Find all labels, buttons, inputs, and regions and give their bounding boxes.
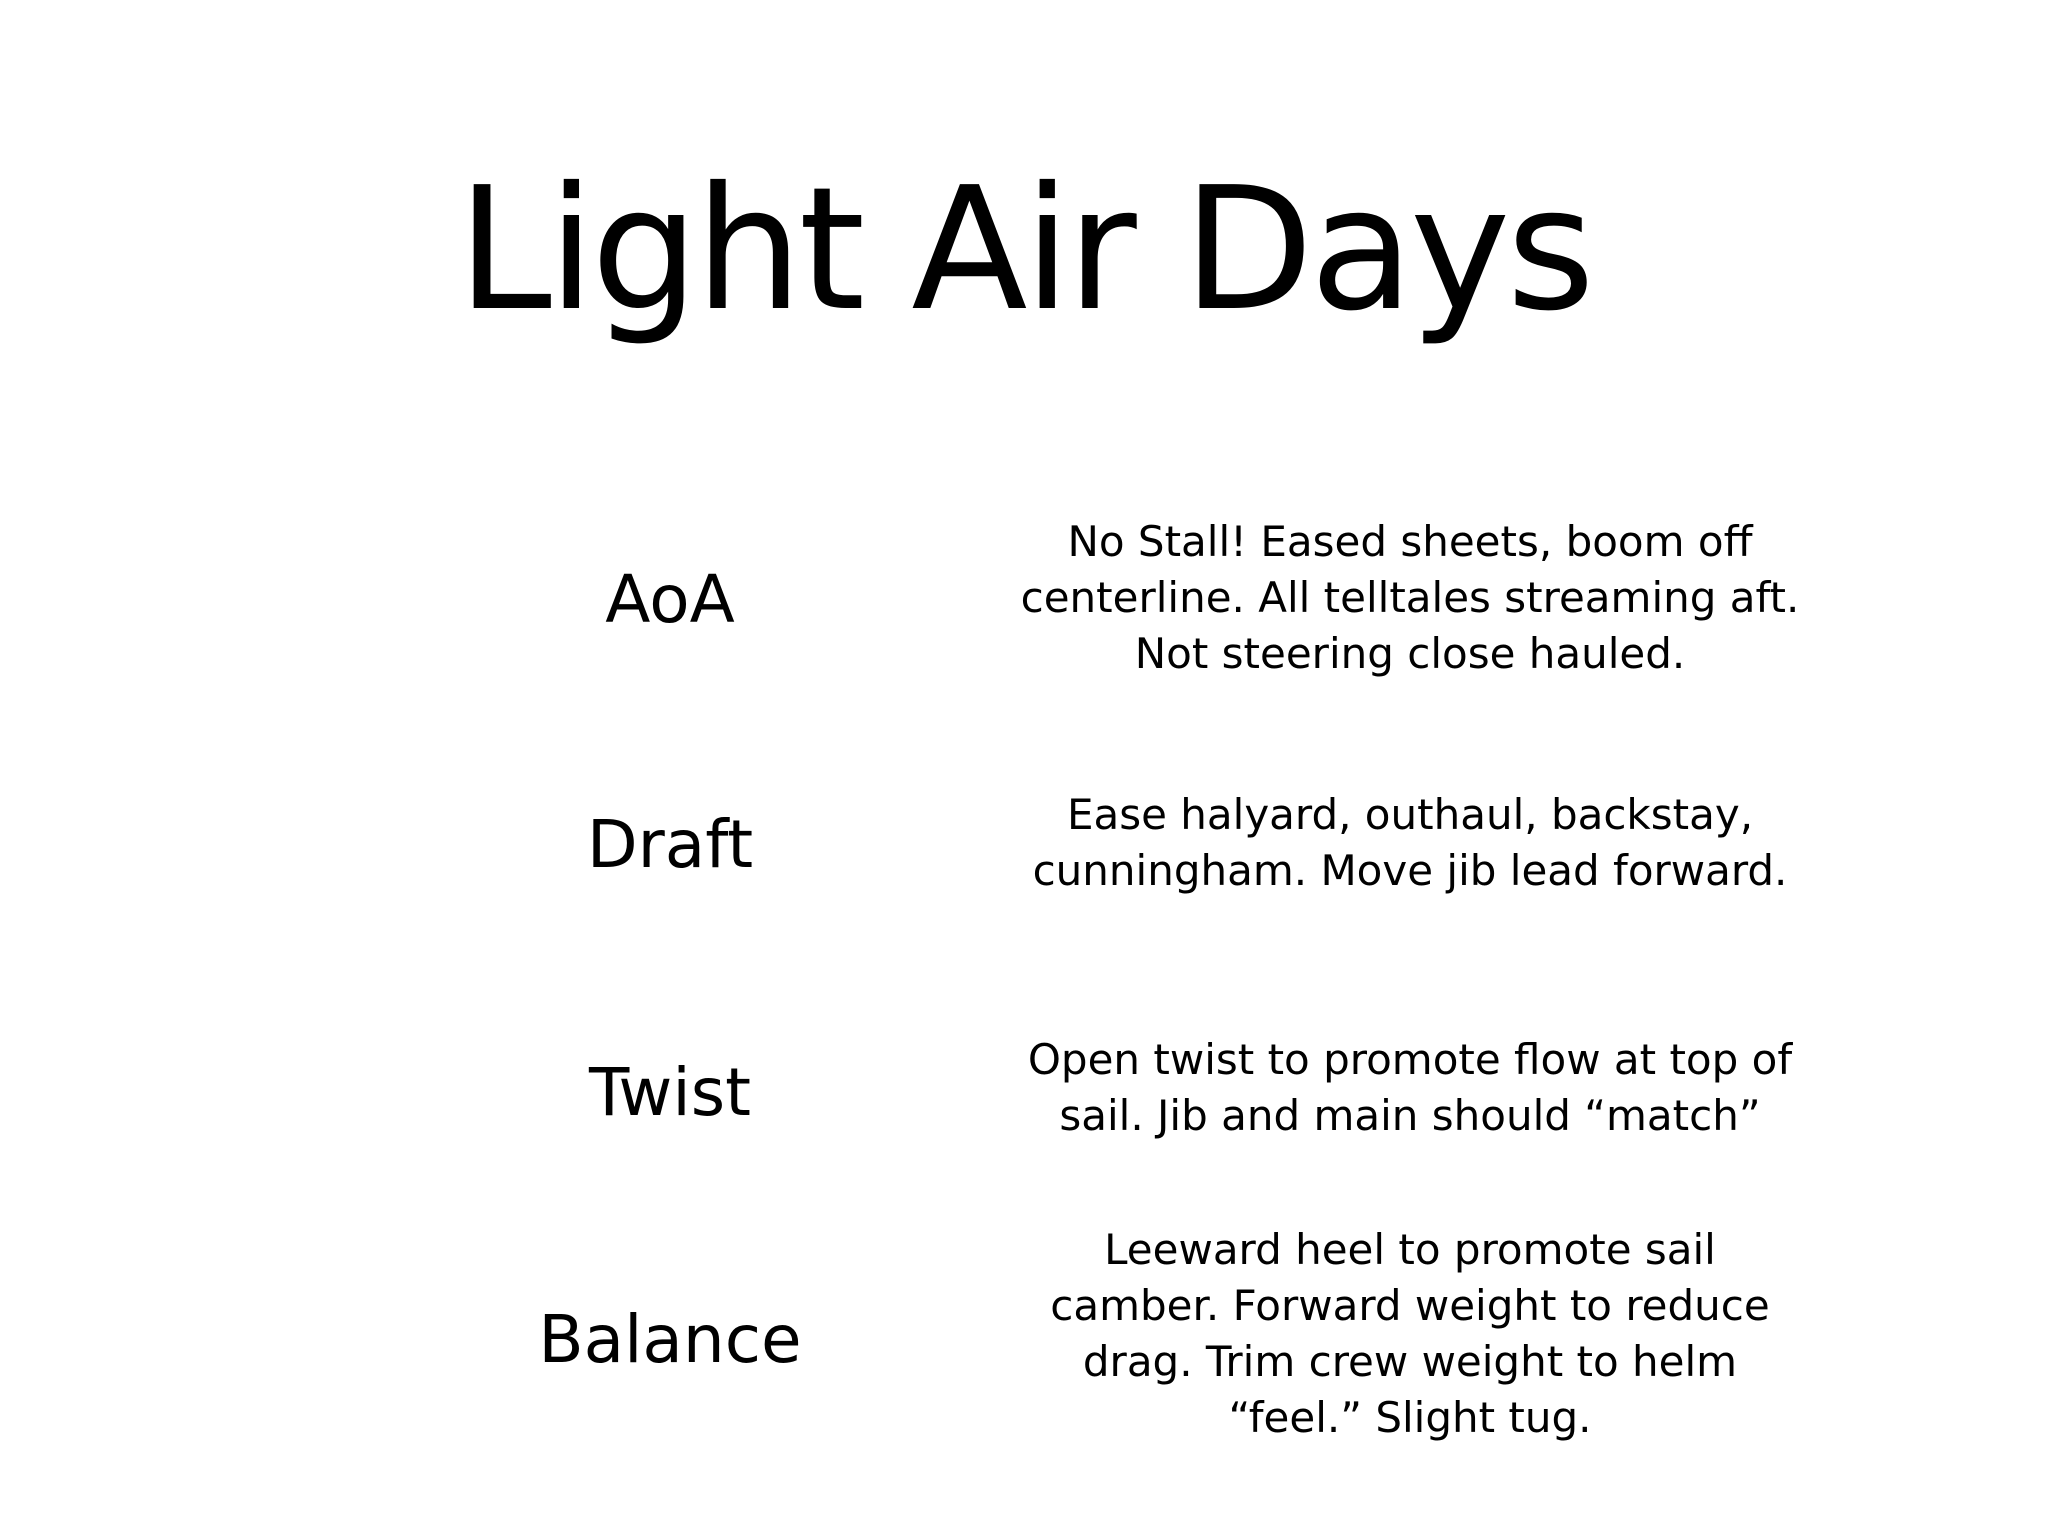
description-twist: Open twist to promote flow at top of sail. Jib and main should “match” bbox=[1027, 1035, 1793, 1140]
term-aoa: AoA bbox=[605, 561, 735, 638]
description-aoa: No Stall! Eased sheets, boom off centerline. All telltales streaming aft. Not steering close hauled. bbox=[1020, 517, 1800, 678]
term-balance: Balance bbox=[538, 1301, 802, 1378]
term-twist: Twist bbox=[589, 1054, 751, 1131]
description-draft: Ease halyard, outhaul, backstay, cunningham. Move jib lead forward. bbox=[1032, 790, 1788, 895]
slide-title: Light Air Days bbox=[457, 151, 1591, 349]
term-draft: Draft bbox=[586, 806, 754, 883]
description-balance: Leeward heel to promote sail camber. Forward weight to reduce drag. Trim crew weight to helm “feel.” Slight tug. bbox=[1050, 1225, 1770, 1442]
